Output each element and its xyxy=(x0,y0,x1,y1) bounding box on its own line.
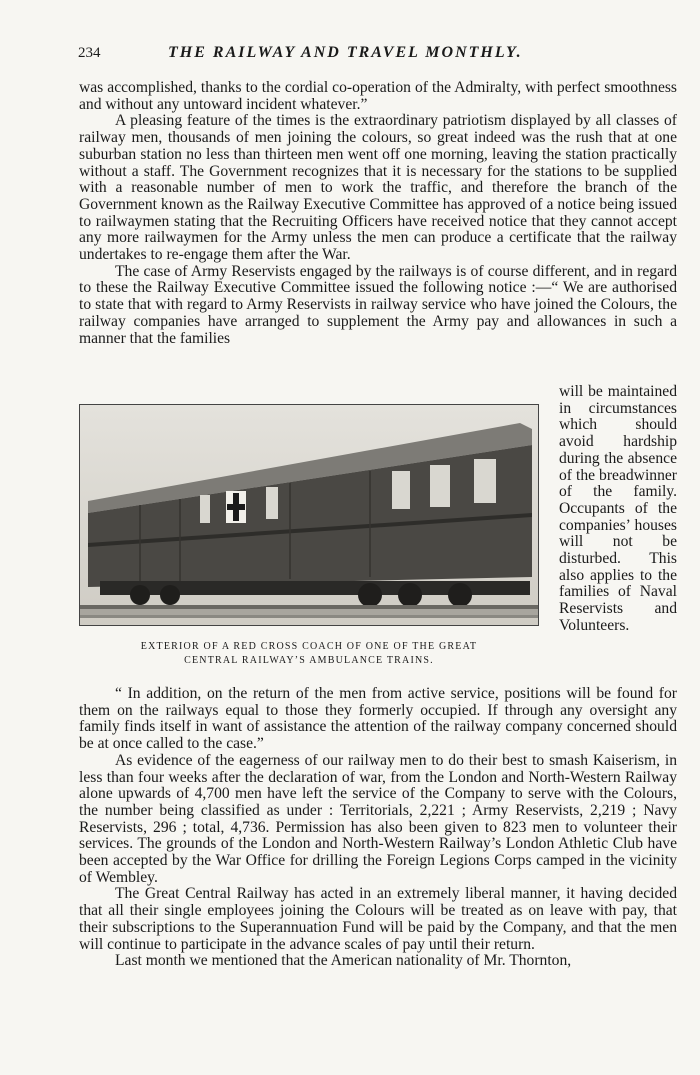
page-number: 234 xyxy=(78,45,101,61)
paragraph: The case of Army Reservists engaged by the railways is of course different, and in regard to these the Railway Executive Committee issued the following notice :—“ We are authorised to state that with regard to Army Reservists in railway service who have joined the Colours, the railway companies have arranged to supplement the Army pay and allowances in such a manner that the families xyxy=(79,262,677,347)
paragraph: A pleasing feature of the times is the extraordinary patriotism displayed by all classes of railway men, thousands of men joining the colours, so great indeed was the rush that at one suburban station no less than thirteen men went off one morning, leaving the station practically without a staff. The Government recognizes that it is necessary for the stations to be supplied with a reasonable number of men to work the traffic, and therefore the branch of the Government known as the Railway Executive Committee has approved of a notice being issued to railwaymen stating that the Recruiting Officers have received notice that they cannot accept any more railwaymen for the Army unless the men can produce a certificate that the railway undertakes to re-engage them after the War. xyxy=(79,112,677,264)
side-column-text: will be maintained in circumstances which should avoid hardship during the absence of the breadwinner of the family. Occupants of the companies’ houses will not be disturbed. This also applies to the families of Naval Reservists and Volunteers. xyxy=(559,383,677,634)
page-header xyxy=(78,44,678,62)
running-title: THE RAILWAY AND TRAVEL MONTHLY. xyxy=(168,44,523,61)
paragraph: The Great Central Railway has acted in an extremely liberal manner, it having decided that all their single employees joining the Colours will be treated as on leave with pay, that their subscriptions to the Superannuation Fund will be paid by the Company, and that the men will continue to participate in the advance scales of pay until their return. xyxy=(79,885,677,953)
paragraph: As evidence of the eagerness of our railway men to do their best to smash Kaiserism, in less than four weeks after the declaration of war, from the London and North-Western Railway alone upwards of 4,700 men have left the service of the Company to serve with the Colours, the number being classified as under : Territorials, 2,221 ; Army Reservists, 2,219 ; Navy Reservists, 296 ; total, 4,736. Permission has also been given to 823 men to volunteer their services. The grounds of the London and North-Western Railway’s London Athletic Club have been accepted by the War Office for drilling the Foreign Legions Corps camped in the vicinity of Wembley. xyxy=(79,751,677,886)
red-cross-coach-photo xyxy=(79,404,539,626)
paragraph: was accomplished, thanks to the cordial co-operation of the Admiralty, with perfect smoothness and without any untoward incident whatever.” xyxy=(79,79,677,113)
caption-line: CENTRAL RAILWAY’S AMBULANCE TRAINS. xyxy=(184,655,434,666)
paragraph: “ In addition, on the return of the men from active service, positions will be found for them on the railways equal to those they formerly occupied. If through any oversight any family finds itself in want of assistance the attention of the railway company concerned should be at once called to the case.” xyxy=(79,685,677,753)
caption-line: EXTERIOR OF A RED CROSS COACH OF ONE OF THE GREAT xyxy=(140,641,478,652)
figure-caption xyxy=(79,640,539,668)
paragraph: Last month we mentioned that the American nationality of Mr. Thornton, xyxy=(115,952,572,970)
body-text-top xyxy=(79,80,677,347)
figure xyxy=(79,404,539,668)
coach-illustration xyxy=(80,405,538,625)
body-text-bottom xyxy=(79,686,677,970)
